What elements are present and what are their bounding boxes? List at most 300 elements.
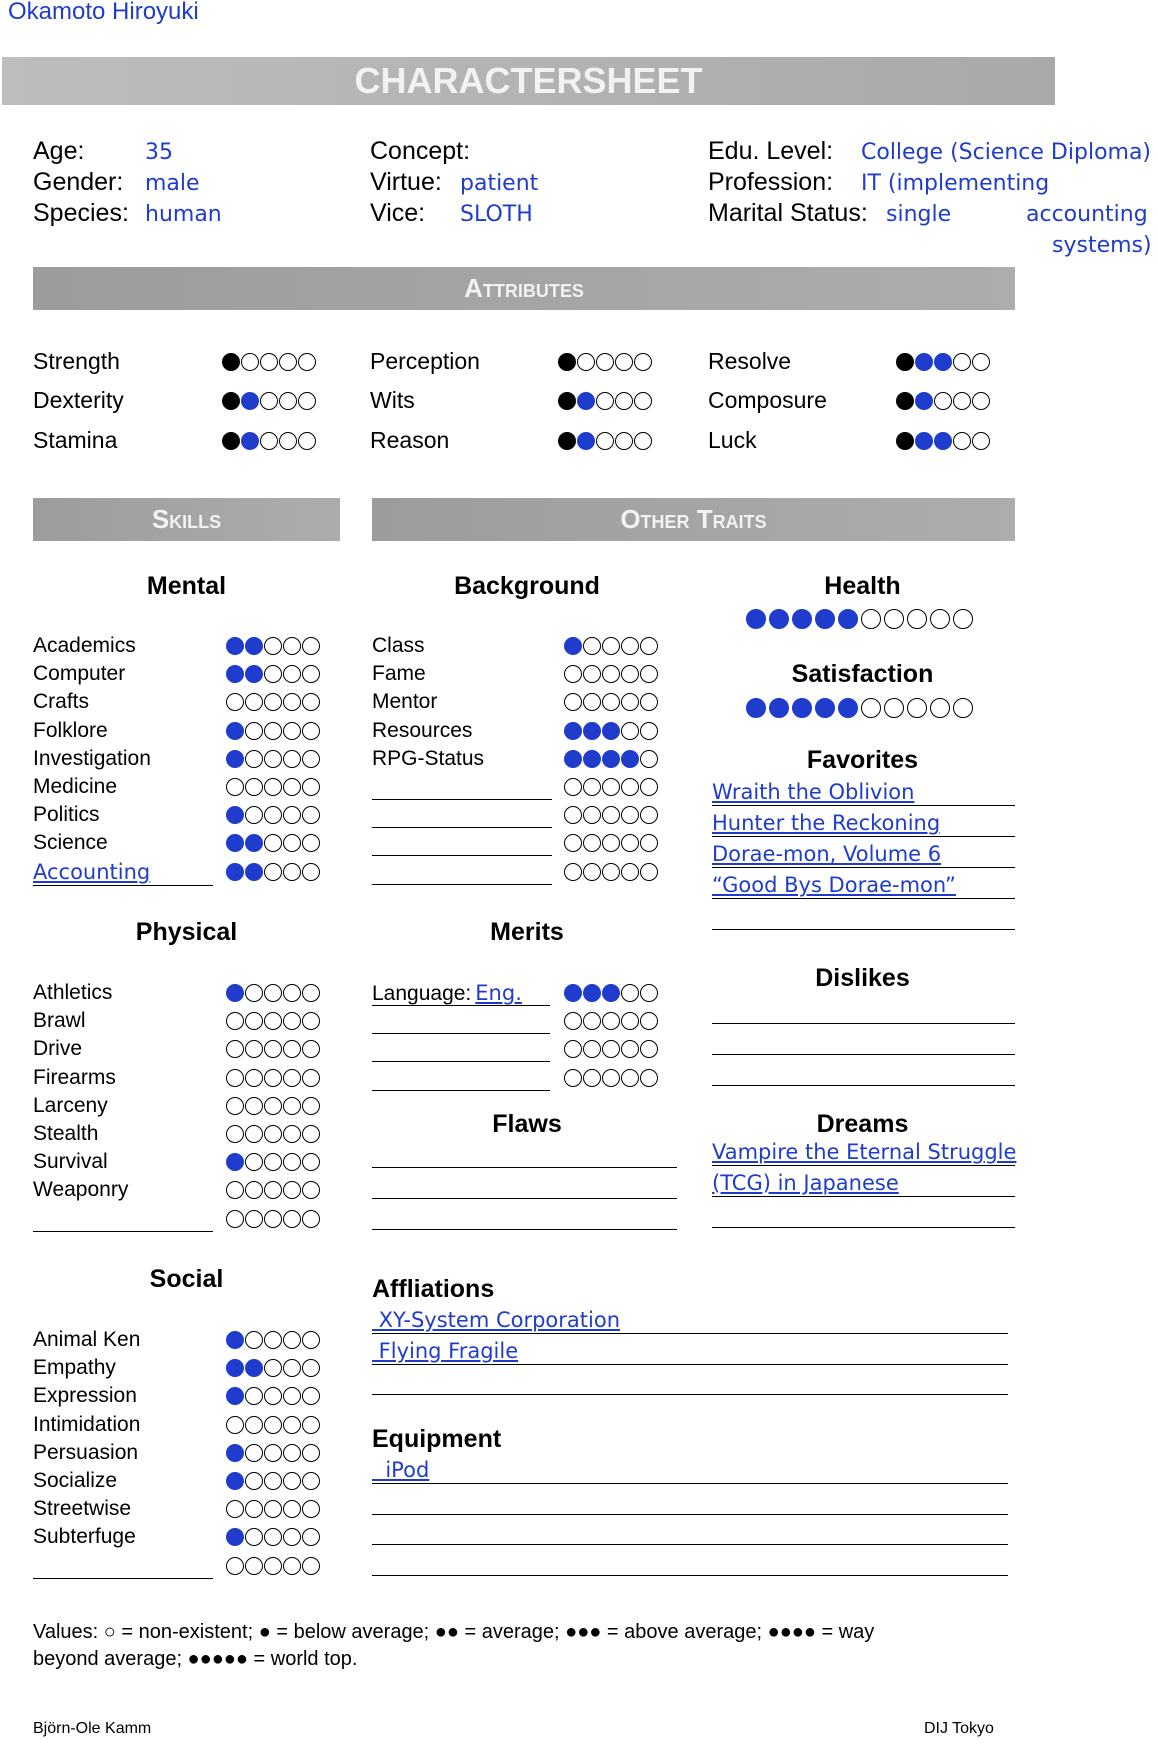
empty-dot-icon[interactable] — [640, 834, 658, 852]
flaw-line[interactable] — [372, 1204, 677, 1230]
empty-dot-icon[interactable] — [226, 1181, 244, 1199]
empty-dot-icon[interactable] — [245, 1528, 263, 1546]
empty-dot-icon[interactable] — [564, 1040, 582, 1058]
filled-dot-icon[interactable] — [577, 432, 595, 450]
empty-dot-icon[interactable] — [260, 392, 278, 410]
filled-dot-icon[interactable] — [226, 863, 244, 881]
empty-dot-icon[interactable] — [264, 1125, 282, 1143]
empty-dot-icon[interactable] — [640, 863, 658, 881]
merit-field[interactable] — [372, 1037, 550, 1062]
empty-dot-icon[interactable] — [264, 637, 282, 655]
filled-dot-icon[interactable] — [558, 392, 576, 410]
filled-dot-icon[interactable] — [583, 750, 601, 768]
empty-dot-icon[interactable] — [583, 806, 601, 824]
empty-dot-icon[interactable] — [283, 1181, 301, 1199]
empty-dot-icon[interactable] — [264, 1500, 282, 1518]
equipment-line[interactable] — [372, 1519, 1008, 1545]
empty-dot-icon[interactable] — [245, 1153, 263, 1171]
empty-dot-icon[interactable] — [302, 1097, 320, 1115]
empty-dot-icon[interactable] — [245, 1557, 263, 1575]
empty-dot-icon[interactable] — [640, 1069, 658, 1087]
filled-dot-icon[interactable] — [226, 1528, 244, 1546]
dot-rating[interactable] — [226, 1444, 320, 1462]
dot-rating[interactable] — [226, 863, 320, 881]
gender-value[interactable]: male — [145, 171, 200, 196]
empty-dot-icon[interactable] — [640, 806, 658, 824]
empty-dot-icon[interactable] — [264, 1557, 282, 1575]
empty-dot-icon[interactable] — [283, 693, 301, 711]
marital-status-value[interactable]: single — [886, 202, 952, 227]
filled-dot-icon[interactable] — [245, 1359, 263, 1377]
empty-dot-icon[interactable] — [245, 1416, 263, 1434]
empty-dot-icon[interactable] — [583, 778, 601, 796]
empty-dot-icon[interactable] — [226, 1040, 244, 1058]
dot-rating[interactable] — [226, 1181, 320, 1199]
empty-dot-icon[interactable] — [264, 1153, 282, 1171]
health-track[interactable] — [746, 609, 973, 629]
empty-dot-icon[interactable] — [302, 1444, 320, 1462]
filled-dot-icon[interactable] — [746, 609, 766, 629]
affiliation-line[interactable] — [372, 1308, 1008, 1334]
empty-dot-icon[interactable] — [283, 834, 301, 852]
empty-dot-icon[interactable] — [640, 778, 658, 796]
empty-dot-icon[interactable] — [621, 1069, 639, 1087]
empty-dot-icon[interactable] — [283, 1444, 301, 1462]
empty-dot-icon[interactable] — [302, 806, 320, 824]
empty-dot-icon[interactable] — [283, 1097, 301, 1115]
empty-dot-icon[interactable] — [302, 1125, 320, 1143]
empty-dot-icon[interactable] — [298, 353, 316, 371]
filled-dot-icon[interactable] — [226, 1359, 244, 1377]
dot-rating[interactable] — [226, 1500, 320, 1518]
empty-dot-icon[interactable] — [302, 1040, 320, 1058]
empty-dot-icon[interactable] — [564, 834, 582, 852]
empty-dot-icon[interactable] — [640, 665, 658, 683]
empty-dot-icon[interactable] — [283, 863, 301, 881]
empty-dot-icon[interactable] — [264, 1331, 282, 1349]
dot-rating[interactable] — [564, 984, 658, 1002]
empty-dot-icon[interactable] — [226, 1416, 244, 1434]
empty-dot-icon[interactable] — [226, 1097, 244, 1115]
filled-dot-icon[interactable] — [564, 984, 582, 1002]
empty-dot-icon[interactable] — [953, 698, 973, 718]
dot-rating[interactable] — [564, 693, 658, 711]
filled-dot-icon[interactable] — [838, 698, 858, 718]
empty-dot-icon[interactable] — [283, 1416, 301, 1434]
empty-dot-icon[interactable] — [245, 1444, 263, 1462]
attribute-dots-strength[interactable] — [222, 353, 316, 371]
empty-dot-icon[interactable] — [283, 1125, 301, 1143]
filled-dot-icon[interactable] — [226, 834, 244, 852]
dot-rating[interactable] — [564, 750, 658, 768]
empty-dot-icon[interactable] — [583, 1012, 601, 1030]
empty-dot-icon[interactable] — [264, 834, 282, 852]
empty-dot-icon[interactable] — [884, 609, 904, 629]
filled-dot-icon[interactable] — [222, 353, 240, 371]
dream-line[interactable] — [712, 1171, 1015, 1197]
dot-rating[interactable] — [226, 693, 320, 711]
empty-dot-icon[interactable] — [283, 1012, 301, 1030]
empty-dot-icon[interactable] — [264, 1472, 282, 1490]
empty-dot-icon[interactable] — [564, 1069, 582, 1087]
empty-dot-icon[interactable] — [226, 778, 244, 796]
empty-dot-icon[interactable] — [972, 392, 990, 410]
blank-skill-line[interactable] — [372, 845, 552, 856]
empty-dot-icon[interactable] — [302, 1416, 320, 1434]
filled-dot-icon[interactable] — [226, 1153, 244, 1171]
age-value[interactable]: 35 — [145, 140, 173, 165]
dot-rating[interactable] — [226, 1040, 320, 1058]
empty-dot-icon[interactable] — [596, 392, 614, 410]
empty-dot-icon[interactable] — [264, 1416, 282, 1434]
empty-dot-icon[interactable] — [226, 1012, 244, 1030]
dot-rating[interactable] — [226, 1069, 320, 1087]
empty-dot-icon[interactable] — [953, 609, 973, 629]
empty-dot-icon[interactable] — [264, 693, 282, 711]
empty-dot-icon[interactable] — [264, 1444, 282, 1462]
dot-rating[interactable] — [226, 665, 320, 683]
empty-dot-icon[interactable] — [302, 984, 320, 1002]
filled-dot-icon[interactable] — [245, 665, 263, 683]
empty-dot-icon[interactable] — [260, 353, 278, 371]
empty-dot-icon[interactable] — [621, 863, 639, 881]
empty-dot-icon[interactable] — [596, 353, 614, 371]
empty-dot-icon[interactable] — [564, 693, 582, 711]
empty-dot-icon[interactable] — [640, 1012, 658, 1030]
dot-rating[interactable] — [226, 722, 320, 740]
empty-dot-icon[interactable] — [302, 1012, 320, 1030]
empty-dot-icon[interactable] — [621, 834, 639, 852]
empty-dot-icon[interactable] — [583, 1069, 601, 1087]
edu-level-value[interactable]: College (Science Diploma) — [861, 140, 1152, 165]
favorite-line[interactable] — [712, 780, 1015, 806]
empty-dot-icon[interactable] — [930, 698, 950, 718]
empty-dot-icon[interactable] — [302, 1500, 320, 1518]
dream-line[interactable] — [712, 1202, 1015, 1228]
filled-dot-icon[interactable] — [746, 698, 766, 718]
virtue-value[interactable]: patient — [460, 171, 539, 196]
empty-dot-icon[interactable] — [621, 637, 639, 655]
empty-dot-icon[interactable] — [245, 806, 263, 824]
empty-dot-icon[interactable] — [602, 665, 620, 683]
empty-dot-icon[interactable] — [226, 1125, 244, 1143]
empty-dot-icon[interactable] — [283, 1472, 301, 1490]
empty-dot-icon[interactable] — [283, 1500, 301, 1518]
empty-dot-icon[interactable] — [283, 1069, 301, 1087]
empty-dot-icon[interactable] — [953, 392, 971, 410]
filled-dot-icon[interactable] — [583, 722, 601, 740]
empty-dot-icon[interactable] — [583, 1040, 601, 1058]
empty-dot-icon[interactable] — [583, 637, 601, 655]
dislike-line[interactable] — [712, 1060, 1015, 1086]
filled-dot-icon[interactable] — [915, 432, 933, 450]
attribute-dots-luck[interactable] — [896, 432, 990, 450]
empty-dot-icon[interactable] — [283, 1153, 301, 1171]
empty-dot-icon[interactable] — [283, 1387, 301, 1405]
attribute-dots-reason[interactable] — [558, 432, 652, 450]
empty-dot-icon[interactable] — [907, 609, 927, 629]
empty-dot-icon[interactable] — [264, 863, 282, 881]
dot-rating[interactable] — [226, 1359, 320, 1377]
filled-dot-icon[interactable] — [245, 834, 263, 852]
empty-dot-icon[interactable] — [564, 806, 582, 824]
filled-dot-icon[interactable] — [226, 1444, 244, 1462]
filled-dot-icon[interactable] — [226, 750, 244, 768]
empty-dot-icon[interactable] — [302, 693, 320, 711]
dot-rating[interactable] — [564, 665, 658, 683]
empty-dot-icon[interactable] — [279, 353, 297, 371]
empty-dot-icon[interactable] — [861, 698, 881, 718]
empty-dot-icon[interactable] — [602, 1069, 620, 1087]
empty-dot-icon[interactable] — [583, 693, 601, 711]
empty-dot-icon[interactable] — [264, 665, 282, 683]
empty-dot-icon[interactable] — [302, 1153, 320, 1171]
filled-dot-icon[interactable] — [564, 637, 582, 655]
empty-dot-icon[interactable] — [264, 1012, 282, 1030]
filled-dot-icon[interactable] — [222, 432, 240, 450]
empty-dot-icon[interactable] — [302, 1069, 320, 1087]
satisfaction-track[interactable] — [746, 698, 973, 718]
species-value[interactable]: human — [145, 202, 222, 227]
empty-dot-icon[interactable] — [245, 1181, 263, 1199]
filled-dot-icon[interactable] — [602, 984, 620, 1002]
dot-rating[interactable] — [226, 1416, 320, 1434]
attribute-dots-composure[interactable] — [896, 392, 990, 410]
empty-dot-icon[interactable] — [564, 863, 582, 881]
empty-dot-icon[interactable] — [621, 1012, 639, 1030]
blank-skill-line[interactable] — [372, 874, 552, 885]
empty-dot-icon[interactable] — [283, 1557, 301, 1575]
filled-dot-icon[interactable] — [241, 432, 259, 450]
profession-value[interactable]: IT (implementing — [861, 171, 1050, 196]
dot-rating[interactable] — [564, 863, 658, 881]
merit-field[interactable] — [372, 1066, 550, 1091]
empty-dot-icon[interactable] — [264, 806, 282, 824]
vice-value[interactable]: SLOTH — [460, 202, 533, 227]
empty-dot-icon[interactable] — [298, 432, 316, 450]
filled-dot-icon[interactable] — [558, 432, 576, 450]
equipment-line[interactable] — [372, 1550, 1008, 1576]
empty-dot-icon[interactable] — [583, 665, 601, 683]
empty-dot-icon[interactable] — [245, 693, 263, 711]
dot-rating[interactable] — [226, 1153, 320, 1171]
filled-dot-icon[interactable] — [769, 698, 789, 718]
empty-dot-icon[interactable] — [279, 392, 297, 410]
filled-dot-icon[interactable] — [583, 984, 601, 1002]
filled-dot-icon[interactable] — [564, 722, 582, 740]
merit-field[interactable] — [372, 981, 550, 1006]
attribute-dots-resolve[interactable] — [896, 353, 990, 371]
empty-dot-icon[interactable] — [264, 750, 282, 768]
empty-dot-icon[interactable] — [302, 1331, 320, 1349]
filled-dot-icon[interactable] — [558, 353, 576, 371]
empty-dot-icon[interactable] — [226, 1500, 244, 1518]
empty-dot-icon[interactable] — [264, 722, 282, 740]
empty-dot-icon[interactable] — [241, 353, 259, 371]
empty-dot-icon[interactable] — [302, 1181, 320, 1199]
empty-dot-icon[interactable] — [245, 1500, 263, 1518]
empty-dot-icon[interactable] — [602, 834, 620, 852]
empty-dot-icon[interactable] — [264, 984, 282, 1002]
empty-dot-icon[interactable] — [884, 698, 904, 718]
empty-dot-icon[interactable] — [621, 984, 639, 1002]
empty-dot-icon[interactable] — [283, 665, 301, 683]
empty-dot-icon[interactable] — [640, 750, 658, 768]
empty-dot-icon[interactable] — [245, 1210, 263, 1228]
empty-dot-icon[interactable] — [907, 698, 927, 718]
dot-rating[interactable] — [226, 1387, 320, 1405]
filled-dot-icon[interactable] — [815, 698, 835, 718]
empty-dot-icon[interactable] — [953, 353, 971, 371]
empty-dot-icon[interactable] — [602, 806, 620, 824]
dot-rating[interactable] — [564, 1040, 658, 1058]
empty-dot-icon[interactable] — [283, 1210, 301, 1228]
flaw-line[interactable] — [372, 1142, 677, 1168]
filled-dot-icon[interactable] — [226, 637, 244, 655]
dot-rating[interactable] — [226, 778, 320, 796]
empty-dot-icon[interactable] — [302, 665, 320, 683]
empty-dot-icon[interactable] — [640, 1040, 658, 1058]
empty-dot-icon[interactable] — [302, 637, 320, 655]
filled-dot-icon[interactable] — [769, 609, 789, 629]
empty-dot-icon[interactable] — [245, 722, 263, 740]
dislike-line[interactable] — [712, 1029, 1015, 1055]
empty-dot-icon[interactable] — [245, 1472, 263, 1490]
favorite-line[interactable] — [712, 811, 1015, 837]
empty-dot-icon[interactable] — [302, 1387, 320, 1405]
empty-dot-icon[interactable] — [283, 1040, 301, 1058]
filled-dot-icon[interactable] — [934, 432, 952, 450]
empty-dot-icon[interactable] — [226, 1210, 244, 1228]
filled-dot-icon[interactable] — [226, 665, 244, 683]
filled-dot-icon[interactable] — [896, 432, 914, 450]
empty-dot-icon[interactable] — [283, 750, 301, 768]
empty-dot-icon[interactable] — [302, 1557, 320, 1575]
empty-dot-icon[interactable] — [634, 432, 652, 450]
empty-dot-icon[interactable] — [245, 1387, 263, 1405]
affiliation-line[interactable] — [372, 1339, 1008, 1365]
dot-rating[interactable] — [226, 1125, 320, 1143]
empty-dot-icon[interactable] — [283, 722, 301, 740]
empty-dot-icon[interactable] — [621, 806, 639, 824]
blank-skill-line[interactable] — [33, 1221, 213, 1232]
filled-dot-icon[interactable] — [602, 722, 620, 740]
dot-rating[interactable] — [226, 806, 320, 824]
empty-dot-icon[interactable] — [972, 432, 990, 450]
empty-dot-icon[interactable] — [298, 392, 316, 410]
filled-dot-icon[interactable] — [241, 392, 259, 410]
affiliation-line[interactable] — [372, 1369, 1008, 1395]
favorite-line[interactable] — [712, 873, 1015, 899]
dot-rating[interactable] — [226, 1012, 320, 1030]
empty-dot-icon[interactable] — [245, 1125, 263, 1143]
filled-dot-icon[interactable] — [226, 1387, 244, 1405]
empty-dot-icon[interactable] — [602, 863, 620, 881]
filled-dot-icon[interactable] — [226, 1472, 244, 1490]
dot-rating[interactable] — [226, 834, 320, 852]
favorite-line[interactable] — [712, 904, 1015, 930]
empty-dot-icon[interactable] — [264, 1387, 282, 1405]
filled-dot-icon[interactable] — [934, 353, 952, 371]
attribute-dots-stamina[interactable] — [222, 432, 316, 450]
empty-dot-icon[interactable] — [934, 392, 952, 410]
filled-dot-icon[interactable] — [896, 353, 914, 371]
empty-dot-icon[interactable] — [264, 778, 282, 796]
empty-dot-icon[interactable] — [596, 432, 614, 450]
empty-dot-icon[interactable] — [634, 353, 652, 371]
merit-field[interactable] — [372, 1009, 550, 1034]
empty-dot-icon[interactable] — [264, 1097, 282, 1115]
dot-rating[interactable] — [564, 834, 658, 852]
filled-dot-icon[interactable] — [226, 722, 244, 740]
favorite-line[interactable] — [712, 842, 1015, 868]
empty-dot-icon[interactable] — [302, 1359, 320, 1377]
blank-skill-line[interactable] — [33, 1568, 213, 1579]
filled-dot-icon[interactable] — [896, 392, 914, 410]
empty-dot-icon[interactable] — [640, 722, 658, 740]
empty-dot-icon[interactable] — [283, 778, 301, 796]
empty-dot-icon[interactable] — [564, 778, 582, 796]
empty-dot-icon[interactable] — [302, 750, 320, 768]
empty-dot-icon[interactable] — [264, 1069, 282, 1087]
empty-dot-icon[interactable] — [245, 1012, 263, 1030]
empty-dot-icon[interactable] — [264, 1210, 282, 1228]
attribute-dots-wits[interactable] — [558, 392, 652, 410]
dot-rating[interactable] — [226, 984, 320, 1002]
filled-dot-icon[interactable] — [564, 750, 582, 768]
empty-dot-icon[interactable] — [283, 637, 301, 655]
empty-dot-icon[interactable] — [602, 693, 620, 711]
dream-line[interactable] — [712, 1140, 1015, 1166]
filled-dot-icon[interactable] — [245, 637, 263, 655]
empty-dot-icon[interactable] — [621, 722, 639, 740]
empty-dot-icon[interactable] — [302, 778, 320, 796]
empty-dot-icon[interactable] — [564, 665, 582, 683]
empty-dot-icon[interactable] — [577, 353, 595, 371]
empty-dot-icon[interactable] — [634, 392, 652, 410]
empty-dot-icon[interactable] — [615, 353, 633, 371]
attribute-dots-dexterity[interactable] — [222, 392, 316, 410]
empty-dot-icon[interactable] — [615, 392, 633, 410]
empty-dot-icon[interactable] — [302, 834, 320, 852]
empty-dot-icon[interactable] — [972, 353, 990, 371]
filled-dot-icon[interactable] — [226, 984, 244, 1002]
filled-dot-icon[interactable] — [838, 609, 858, 629]
empty-dot-icon[interactable] — [602, 1040, 620, 1058]
dot-rating[interactable] — [226, 1210, 320, 1228]
dot-rating[interactable] — [226, 1557, 320, 1575]
empty-dot-icon[interactable] — [640, 637, 658, 655]
custom-skill-field[interactable] — [33, 860, 213, 886]
empty-dot-icon[interactable] — [245, 984, 263, 1002]
empty-dot-icon[interactable] — [279, 432, 297, 450]
dot-rating[interactable] — [564, 778, 658, 796]
empty-dot-icon[interactable] — [930, 609, 950, 629]
dot-rating[interactable] — [226, 1528, 320, 1546]
empty-dot-icon[interactable] — [245, 1040, 263, 1058]
empty-dot-icon[interactable] — [226, 693, 244, 711]
empty-dot-icon[interactable] — [245, 778, 263, 796]
blank-skill-line[interactable] — [372, 789, 552, 800]
dot-rating[interactable] — [226, 1472, 320, 1490]
empty-dot-icon[interactable] — [640, 693, 658, 711]
equipment-line[interactable] — [372, 1489, 1008, 1515]
dot-rating[interactable] — [226, 1097, 320, 1115]
empty-dot-icon[interactable] — [283, 1331, 301, 1349]
filled-dot-icon[interactable] — [815, 609, 835, 629]
filled-dot-icon[interactable] — [915, 392, 933, 410]
empty-dot-icon[interactable] — [621, 1040, 639, 1058]
